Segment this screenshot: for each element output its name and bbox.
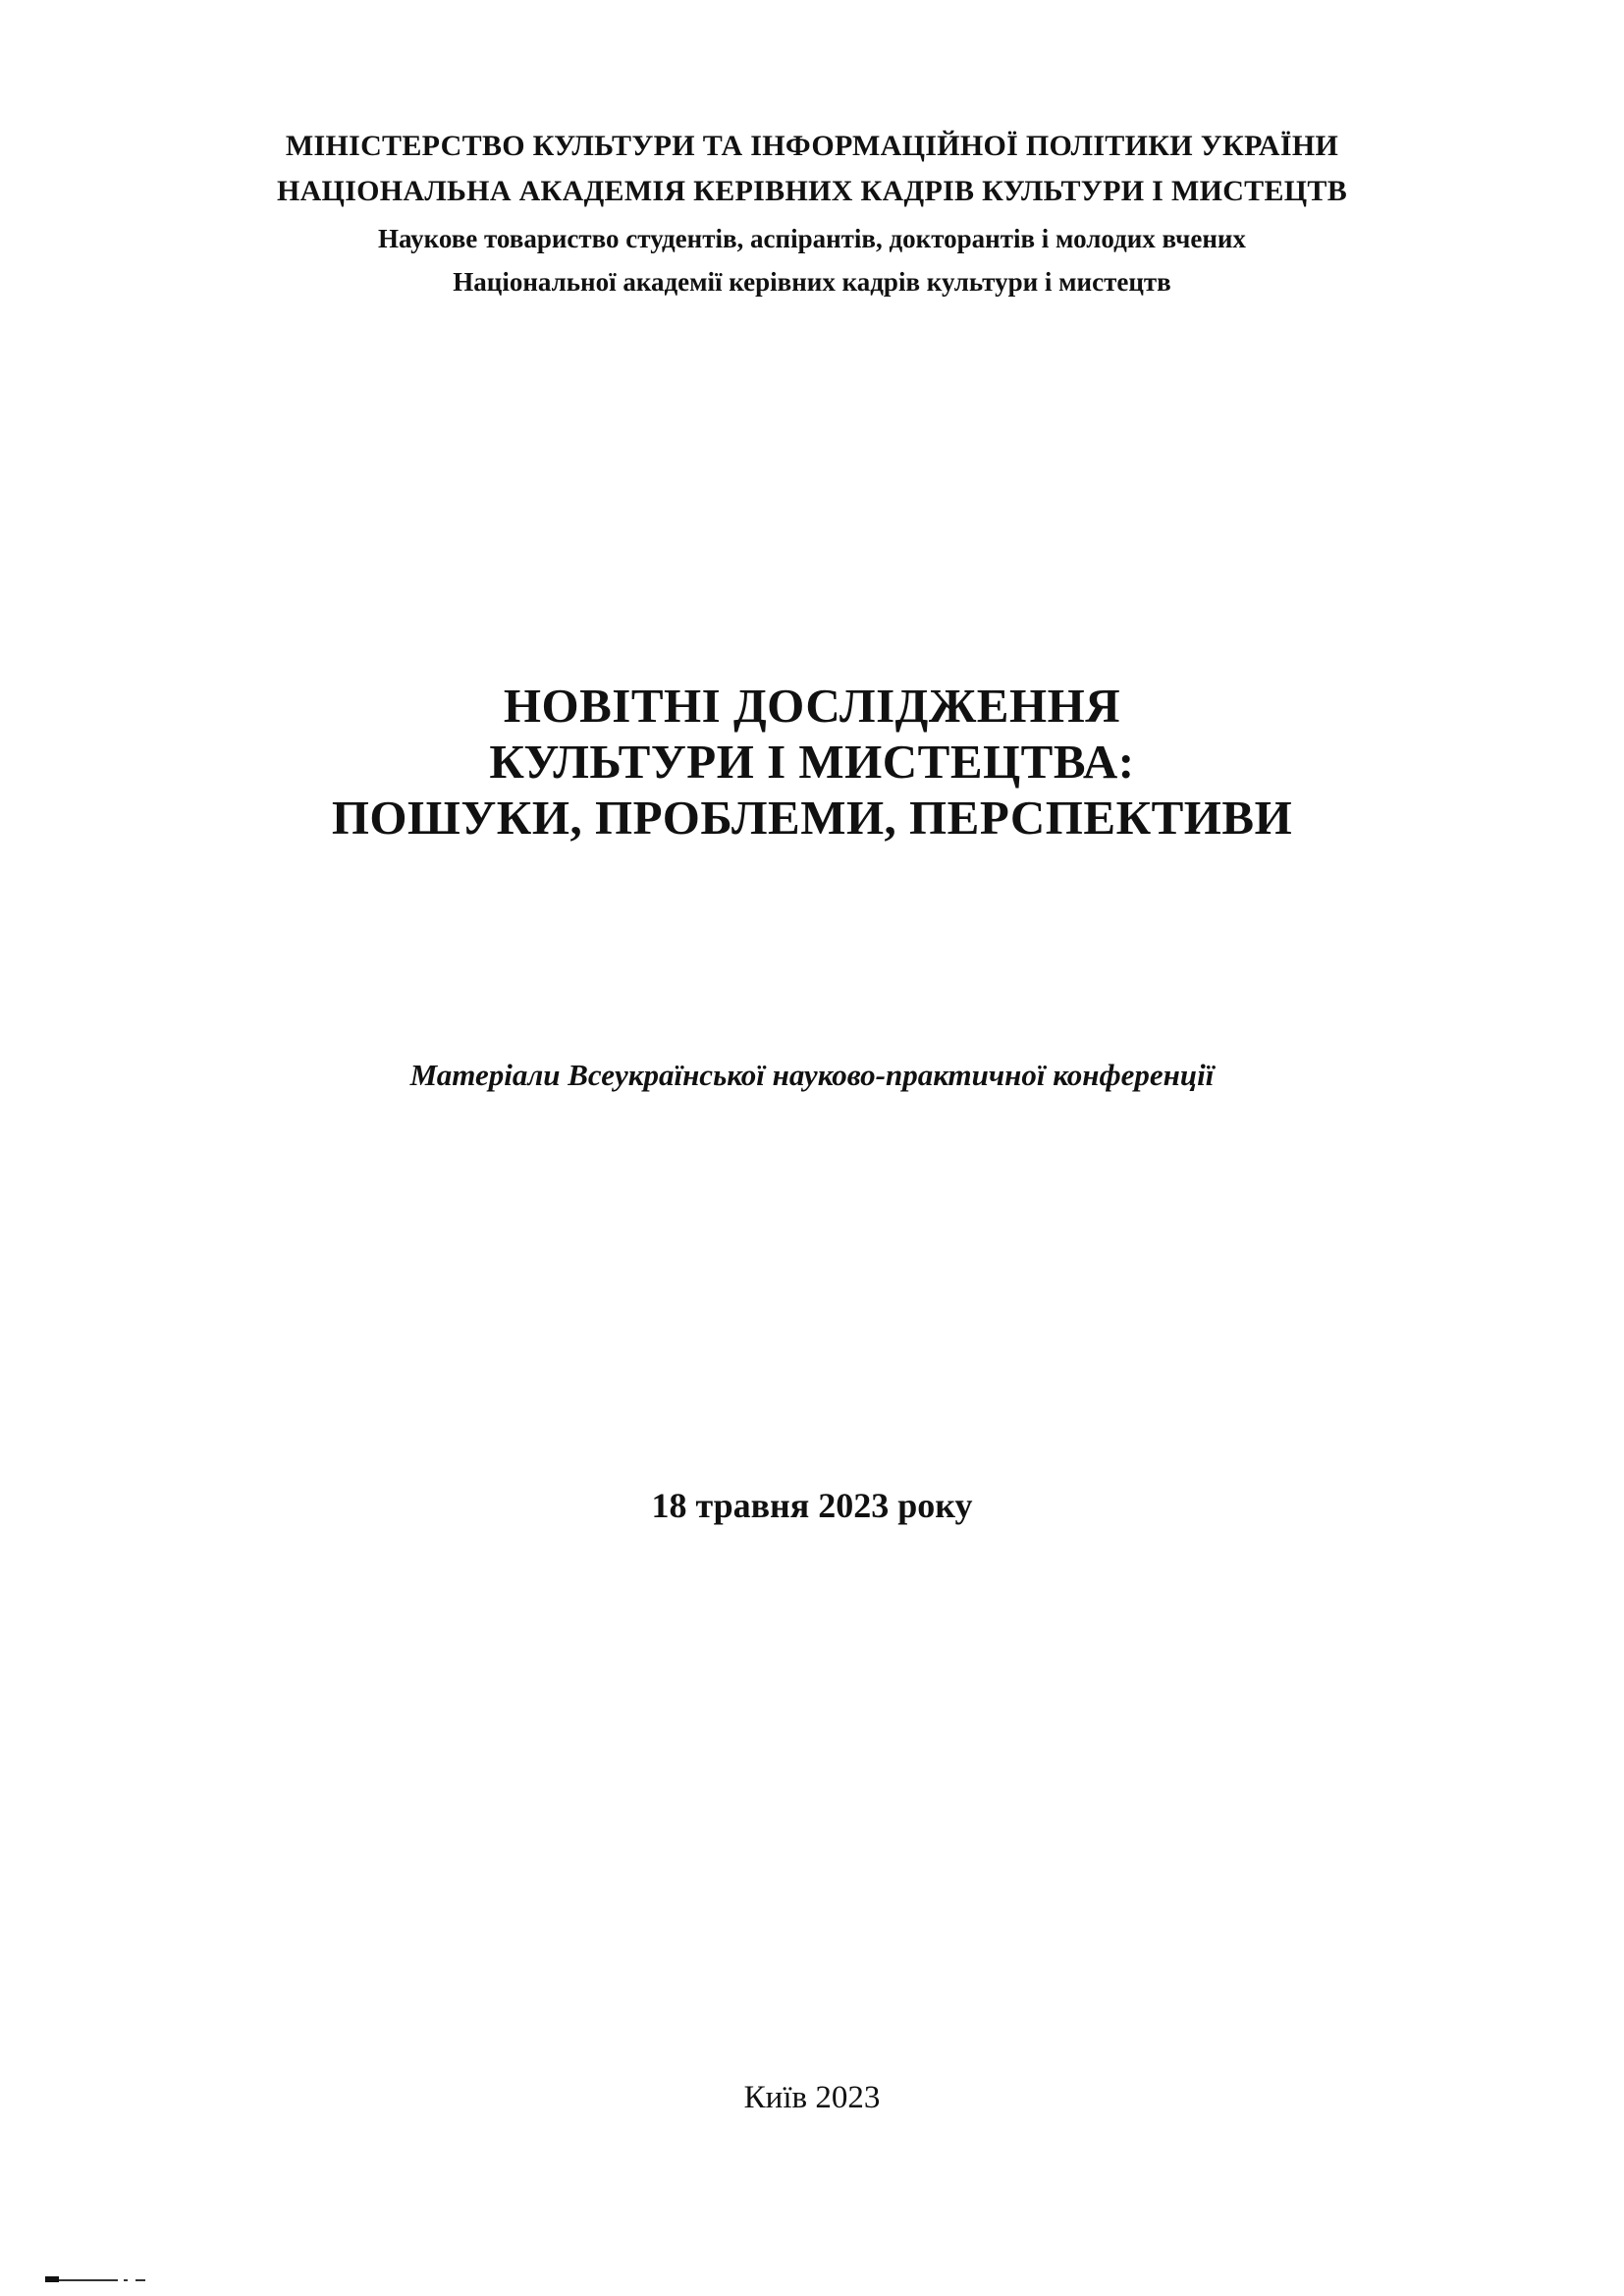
title-line-3: ПОШУКИ, ПРОБЛЕМИ, ПЕРСПЕКТИВИ: [331, 791, 1293, 845]
city-year: Київ 2023: [743, 2080, 881, 2115]
conference-subtitle: Матеріали Всеукраїнської науково-практичної конференції: [409, 1058, 1215, 1092]
conference-date: 18 травня 2023 року: [651, 1486, 973, 1525]
title-line-1: НОВІТНІ ДОСЛІДЖЕННЯ: [503, 679, 1121, 733]
title-line-2: КУЛЬТУРИ І МИСТЕЦТВА:: [489, 735, 1135, 789]
ministry-line: МІНІСТЕРСТВО КУЛЬТУРИ ТА ІНФОРМАЦІЙНОЇ ПОЛІТИКИ УКРАЇНИ: [285, 130, 1339, 162]
society-line: Наукове товариство студентів, аспірантів, докторантів і молодих вчених: [378, 224, 1246, 253]
scan-artifact-mark: [45, 2276, 153, 2282]
society-academy-line: Національної академії керівних кадрів культури і мистецтв: [453, 267, 1171, 297]
academy-line: НАЦІОНАЛЬНА АКАДЕМІЯ КЕРІВНИХ КАДРІВ КУЛЬТУРИ І МИСТЕЦТВ: [276, 175, 1348, 207]
